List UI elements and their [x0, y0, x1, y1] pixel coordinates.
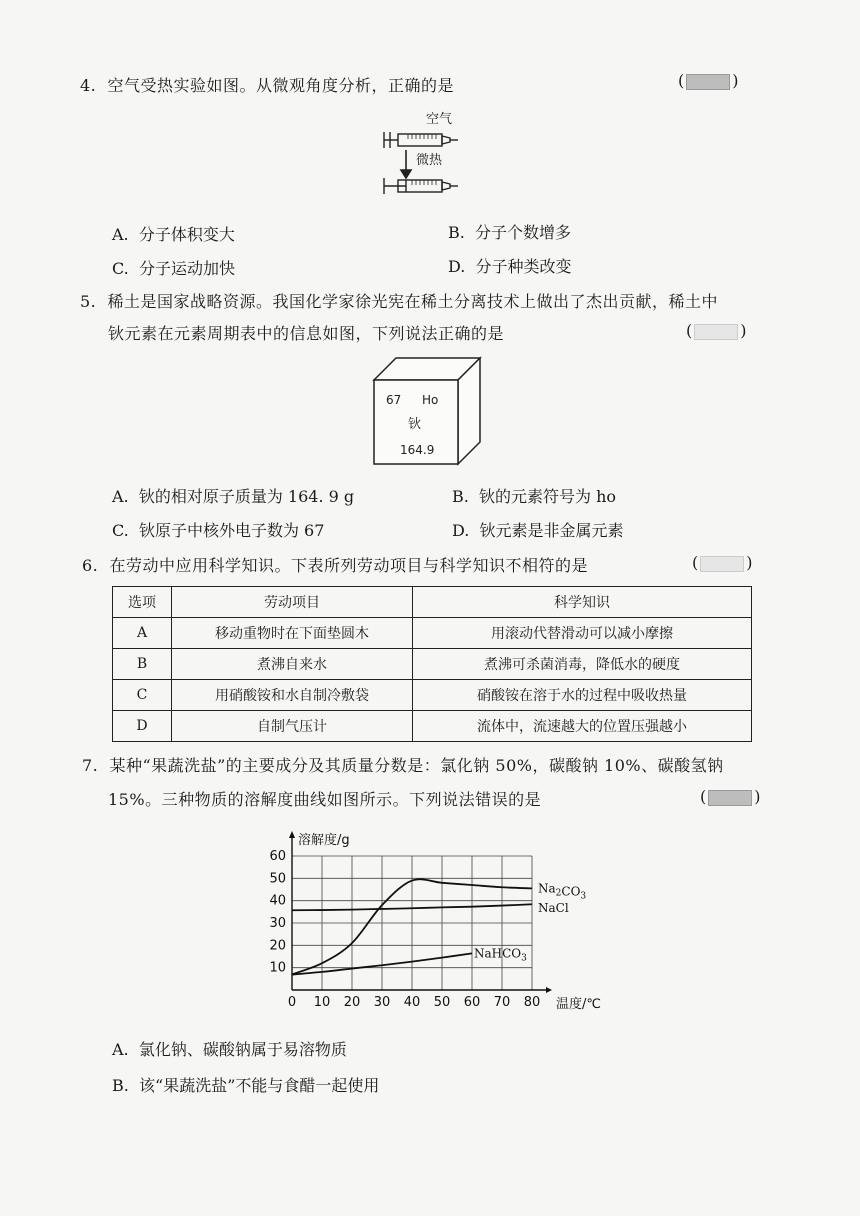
element-symbol: Ho [422, 393, 439, 407]
element-cell-figure [372, 356, 484, 468]
table-cell: 煮沸可杀菌消毒，降低水的硬度 [413, 649, 752, 680]
table-cell: A [113, 618, 172, 649]
table-header-cell: 科学知识 [413, 587, 752, 618]
table-row [113, 711, 752, 742]
element-name: 钬 [408, 417, 422, 432]
q4-option-c[interactable]: C. 分子运动加快 [112, 259, 235, 278]
y-tick-label: 60 [269, 849, 286, 864]
q5-option-a[interactable]: A. 钬的相对原子质量为 164. 9 g [112, 487, 355, 506]
table-row [113, 649, 752, 680]
q4-answer-bracket: ( ) [678, 71, 739, 90]
series-label-nacl: NaCl [538, 901, 569, 916]
q5-stem-line1: 5. 稀土是国家战略资源。我国化学家徐光宪在稀土分离技术上做出了杰出贡献，稀土中 [80, 292, 718, 311]
x-tick-label: 70 [493, 995, 511, 1010]
q5-option-c[interactable]: C. 钬原子中核外电子数为 67 [112, 521, 325, 540]
table-cell: 流体中，流速越大的位置压强越小 [413, 711, 752, 742]
q7-stem-line2: 15%。三种物质的溶解度曲线如图所示。下列说法错误的是 [108, 790, 542, 809]
x-tick-label: 80 [523, 995, 541, 1010]
table-header-row [113, 587, 752, 618]
table-cell: 用硝酸铵和水自制冷敷袋 [172, 680, 413, 711]
table-cell: D [113, 711, 172, 742]
element-mass: 164.9 [400, 443, 435, 457]
x-tick-label: 40 [403, 995, 421, 1010]
q5-option-d[interactable]: D. 钬元素是非金属元素 [452, 521, 624, 540]
q7-answer-bracket: ( ) [700, 787, 761, 806]
q4-option-a[interactable]: A. 分子体积变大 [112, 225, 235, 244]
table-cell: B [113, 649, 172, 680]
table-row [113, 680, 752, 711]
q5-answer-bracket: ( ) [686, 321, 747, 340]
table-cell: 煮沸自来水 [172, 649, 413, 680]
y-axis-arrow [289, 831, 295, 838]
q4-option-b[interactable]: B. 分子个数增多 [448, 223, 572, 242]
table-row [113, 618, 752, 649]
q5-stem-line2: 钬元素在元素周期表中的信息如图，下列说法正确的是 [108, 324, 505, 343]
y-tick-label: 40 [269, 893, 286, 909]
series-label-na2co3: $Na_2CO_3$ [538, 881, 587, 902]
element-atomic-number: 67 [386, 393, 402, 407]
table-cell: 自制气压计 [172, 711, 413, 742]
table-cell: 移动重物时在下面垫圆木 [172, 618, 413, 649]
table-cell: 用滚动代替滑动可以减小摩擦 [413, 618, 752, 649]
q5-option-b[interactable]: B. 钬的元素符号为 ho [452, 487, 617, 506]
y-tick-label: 30 [269, 916, 286, 931]
x-tick-label: 60 [463, 995, 481, 1010]
x-axis-arrow [546, 987, 552, 993]
x-tick-label: 30 [373, 995, 391, 1010]
fig-label-air: 空气 [426, 112, 453, 127]
q4-option-d[interactable]: D. 分子种类改变 [448, 257, 572, 276]
answer-blank[interactable] [686, 74, 730, 90]
q6-stem: 6. 在劳动中应用科学知识。下表所列劳动项目与科学知识不相符的是 [82, 556, 588, 575]
q7-stem-line1: 7. 某种“果蔬洗盐”的主要成分及其质量分数是：氯化钠 50%，碳酸钠 10%、碳酸氢钠 [82, 756, 724, 775]
answer-blank[interactable] [708, 790, 752, 806]
x-tick-label: 20 [343, 995, 361, 1010]
y-tick-label: 50 [269, 871, 286, 887]
fig-label-heat: 微热 [416, 153, 443, 168]
table-header-cell: 选项 [113, 587, 172, 618]
q7-option-a[interactable]: A. 氯化钠、碳酸钠属于易溶物质 [112, 1040, 347, 1059]
table-cell: C [113, 680, 172, 711]
q7-option-b[interactable]: B. 该“果蔬洗盐”不能与食醋一起使用 [112, 1076, 380, 1095]
table-header-cell: 劳动项目 [172, 587, 413, 618]
y-tick-label: 20 [269, 938, 286, 954]
table-cell: 硝酸铵在溶于水的过程中吸收热量 [413, 680, 752, 711]
q4-stem: 4. 空气受热实验如图。从微观角度分析，正确的是 [80, 76, 454, 95]
x-tick-label: 0 [287, 995, 297, 1010]
series-label-nahco3: NaHCO$_3$ [474, 946, 527, 964]
x-tick-label: 50 [433, 995, 451, 1010]
y-tick-label: 10 [269, 960, 286, 976]
answer-blank[interactable] [700, 556, 744, 572]
syringe-figure [376, 104, 486, 198]
labor-knowledge-table [112, 586, 752, 742]
x-tick-label: 10 [313, 995, 331, 1010]
x-axis-label: 温度/℃ [556, 997, 601, 1012]
y-axis-label: 溶解度/g [298, 833, 350, 848]
solubility-chart [250, 822, 630, 1018]
q6-answer-bracket: ( ) [692, 553, 753, 572]
answer-blank[interactable] [694, 324, 738, 340]
